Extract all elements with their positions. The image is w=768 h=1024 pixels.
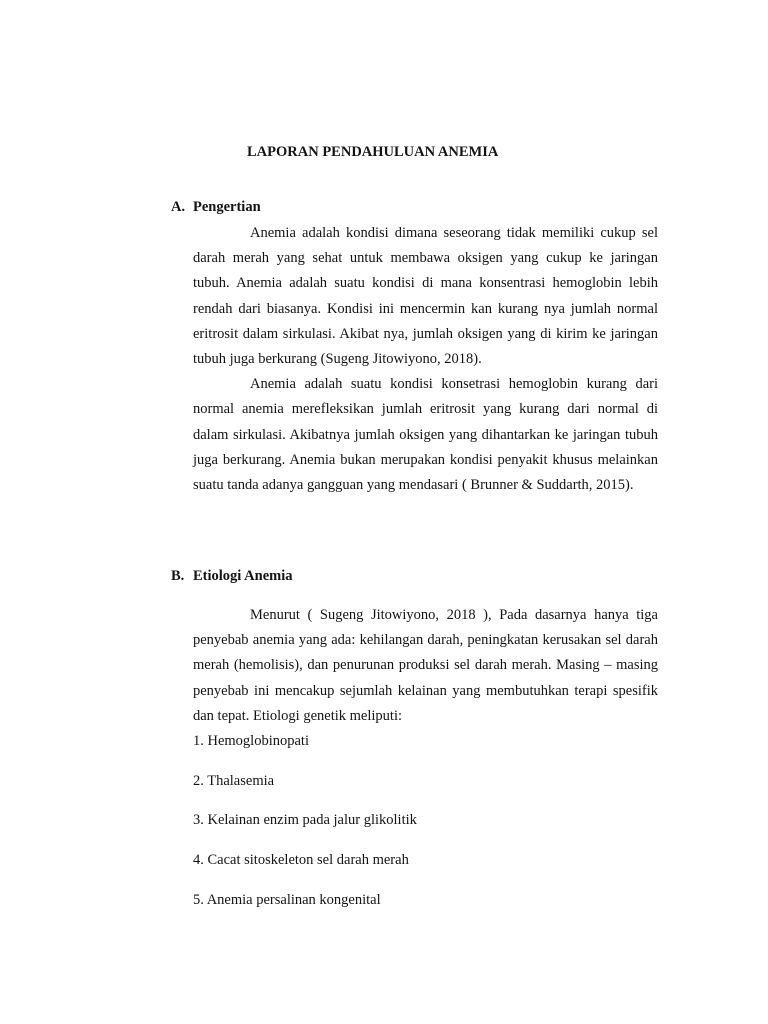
list-item: 1. Hemoglobinopati <box>193 733 309 749</box>
section-b-paragraph-1: Menurut ( Sugeng Jitowiyono, 2018 ), Pada dasarnya hanya tiga penyebab anemia yang ada: kehilangan darah, peningkatan kerusakan sel darah merah (hemolisis), dan penurunan produksi sel darah merah. Masing – masing penyebab ini mencakup sejumlah kelainan yang membutuhkan terapi spesifik dan tepat. Etiologi genetik meliputi: <box>193 607 658 724</box>
document-title: LAPORAN PENDAHULUAN ANEMIA <box>247 144 499 160</box>
list-item: 3. Kelainan enzim pada jalur glikolitik <box>193 812 417 828</box>
section-a-paragraph-1: Anemia adalah kondisi dimana seseorang tidak memiliki cukup sel darah merah yang sehat untuk membawa oksigen yang cukup ke jaringan tubuh. Anemia adalah suatu kondisi di mana konsentrasi hemoglobin lebih rendah dari biasanya. Kondisi ini mencermin kan kurang nya jumlah normal eritrosit dalam sirkulasi. Akibat nya, jumlah oksigen yang di kirim ke jaringan tubuh juga berkurang (Sugeng Jitowiyono, 2018). <box>193 225 658 368</box>
section-a-heading <box>171 199 261 216</box>
section-a-letter: A. <box>171 199 186 215</box>
list-item: 5. Anemia persalinan kongenital <box>193 892 381 908</box>
section-a-paragraph-2: Anemia adalah suatu kondisi konsetrasi hemoglobin kurang dari normal anemia merefleksikan jumlah eritrosit yang kurang dari normal di dalam sirkulasi. Akibatnya jumlah oksigen yang dihantarkan ke jaringan tubuh juga berkurang. Anemia bukan merupakan kondisi penyakit khusus melainkan suatu tanda adanya gangguan yang mendasari ( Brunner & Suddarth, 2015). <box>193 376 658 494</box>
section-a-body <box>193 221 658 498</box>
list-item: 2. Thalasemia <box>193 773 275 789</box>
section-b-body <box>193 603 658 729</box>
section-b-letter: B. <box>171 568 185 584</box>
section-b-title: Etiologi Anemia <box>193 568 293 584</box>
section-a-title: Pengertian <box>193 199 261 215</box>
list-item: 4. Cacat sitoskeleton sel darah merah <box>193 852 409 868</box>
section-b-heading <box>171 568 293 585</box>
